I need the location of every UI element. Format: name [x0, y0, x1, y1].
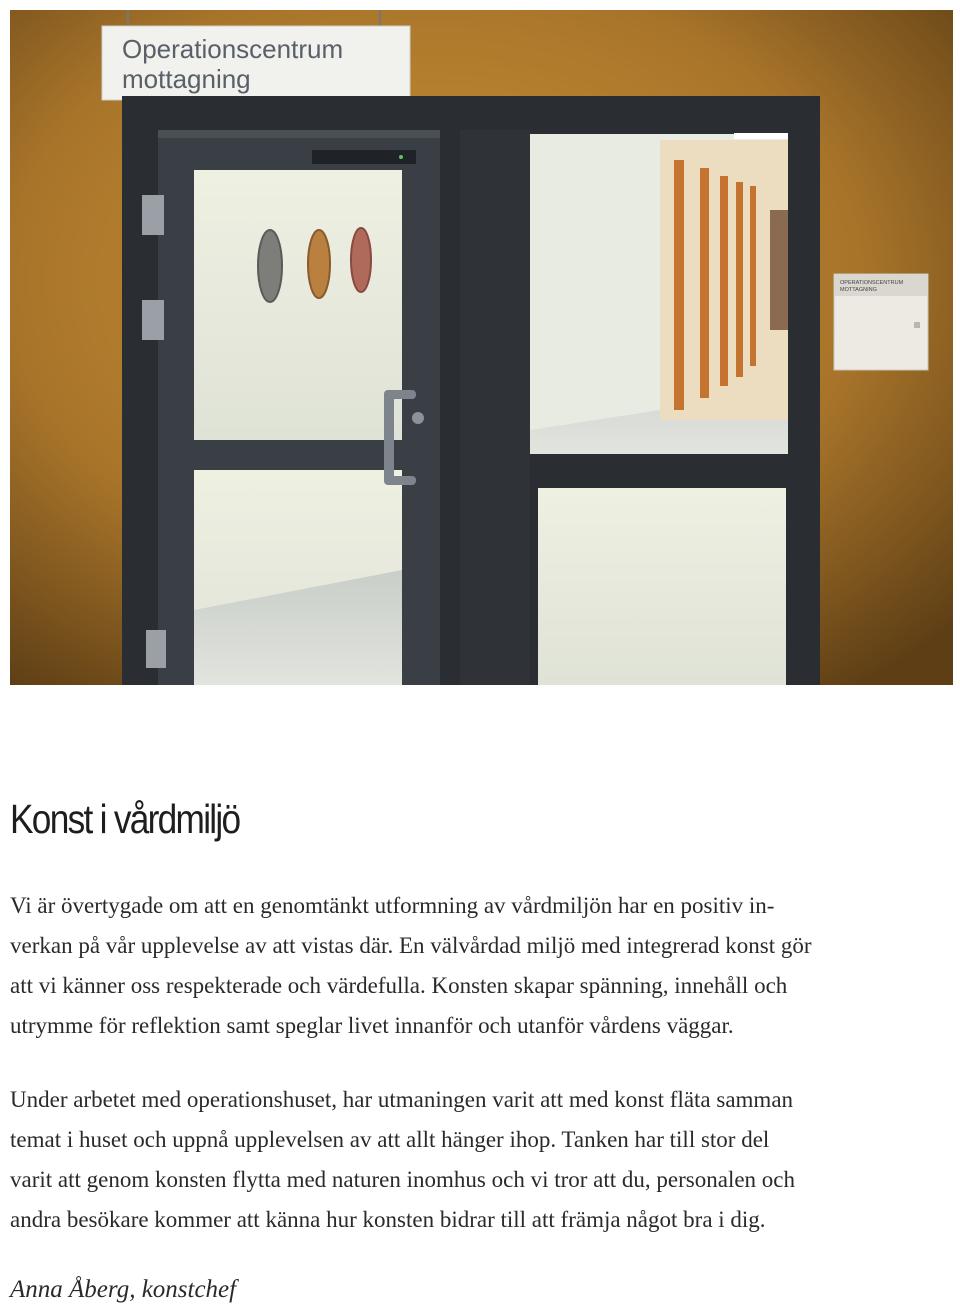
sign-line-2: mottagning [122, 64, 251, 94]
small-sign-line-2: MOTTAGNING [840, 287, 877, 293]
paragraph-project [10, 1080, 950, 1240]
paragraph-line: temat i huset och uppnå upplevelsen av att allt hänger ihop. Tanken har till stor del [10, 1127, 770, 1152]
art-disc-orange [308, 230, 330, 298]
paragraph-line: att vi känner oss respekterade och värdefulla. Konsten skapar spänning, innehåll och [10, 973, 788, 998]
paragraph-line: andra besökare kommer att känna hur konsten bidrar till att främja något bra i dig. [10, 1207, 766, 1232]
author-signature: Anna Åberg, konstchef [10, 1276, 237, 1303]
door-handle [384, 390, 394, 485]
door-glass-upper [194, 170, 402, 440]
paragraph-intro [10, 886, 950, 1046]
small-wall-sign [834, 274, 928, 370]
paragraph-line: Vi är övertygade om att en genomtänkt utformning av vårdmiljön har en positiv in- [10, 893, 775, 918]
art-disc-grey [258, 230, 282, 302]
sign-line-1: Operationscentrum [122, 34, 344, 64]
paragraph-line: verkan på vår upplevelse av att vistas där. En välvårdad miljö med integrerad konst gör [10, 933, 812, 958]
entrance-photo [10, 10, 953, 685]
small-sign-line-1: OPERATIONSCENTRUM [840, 280, 904, 286]
paragraph-line: utrymme för reflektion samt speglar livet innanför och utanför vårdens väggar. [10, 1013, 734, 1038]
page-title: Konst i vårdmiljö [10, 796, 240, 842]
paragraph-line: varit att genom konsten flytta med naturen inomhus och vi tror att du, personalen och [10, 1167, 795, 1192]
paragraph-line: Under arbetet med operationshuset, har utmaningen varit att med konst fläta samman [10, 1087, 794, 1112]
art-disc-red [351, 228, 371, 292]
right-glass-lower [538, 488, 786, 685]
department-sign [102, 26, 410, 100]
